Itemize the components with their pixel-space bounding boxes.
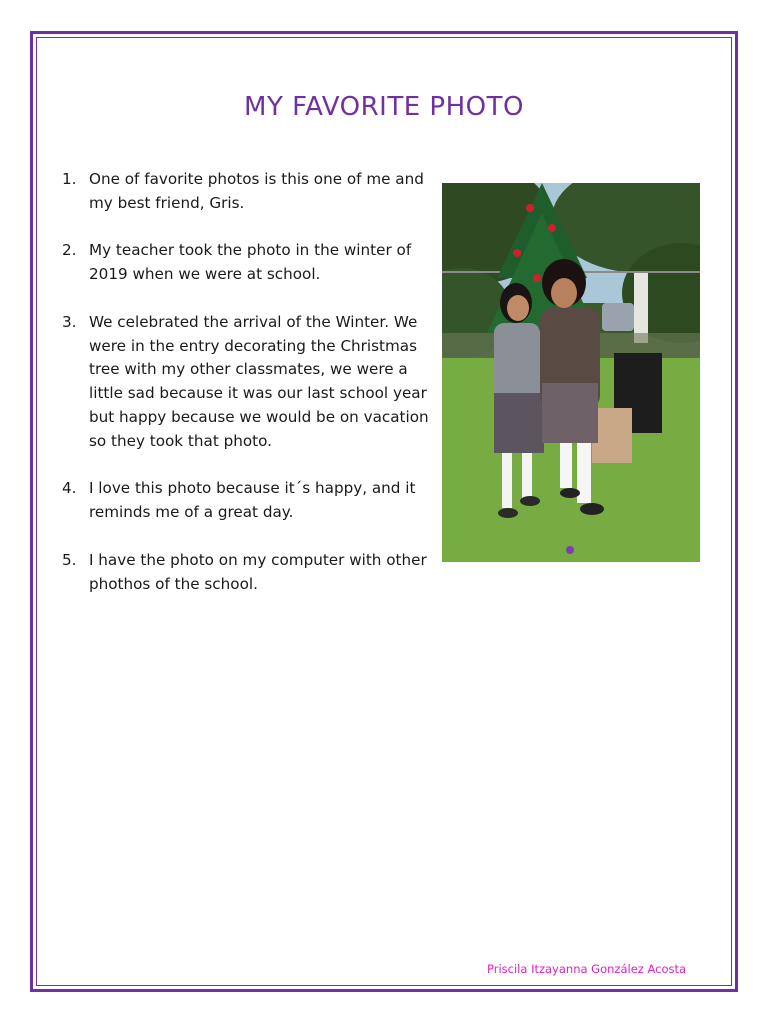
favorite-photo xyxy=(442,183,700,562)
list-item xyxy=(62,549,434,597)
list-item-number: 2. xyxy=(62,241,77,260)
list-item-text: One of favorite photos is this one of me and my best friend, Gris. xyxy=(89,170,424,212)
list-item xyxy=(62,311,434,454)
page-title: MY FAVORITE PHOTO xyxy=(244,92,524,122)
list-item xyxy=(62,477,434,525)
list-item-text: My teacher took the photo in the winter of 2019 when we were at school. xyxy=(89,241,412,284)
author-name: Priscila Itzayanna González Acosta xyxy=(487,962,687,976)
list-item-number: 4. xyxy=(62,479,77,498)
photo-illustration xyxy=(442,183,700,562)
list-item-text: We celebrated the arrival of the Winter. We were in the entry decorating the Christmas tree with my other classmates, we were a little sad because it was our last school year but happy because we would be on vacation so they took that photo. xyxy=(89,312,429,450)
list-item xyxy=(62,168,434,216)
list-item-text: I have the photo on my computer with other phothos of the school. xyxy=(89,550,427,593)
list-item xyxy=(62,239,434,287)
list-item-number: 1. xyxy=(62,170,77,188)
list-item-number: 5. xyxy=(62,550,77,569)
list-item-number: 3. xyxy=(62,312,77,331)
list-item-text: I love this photo because it´s happy, and it reminds me of a great day. xyxy=(89,479,416,522)
numbered-list xyxy=(62,168,434,620)
